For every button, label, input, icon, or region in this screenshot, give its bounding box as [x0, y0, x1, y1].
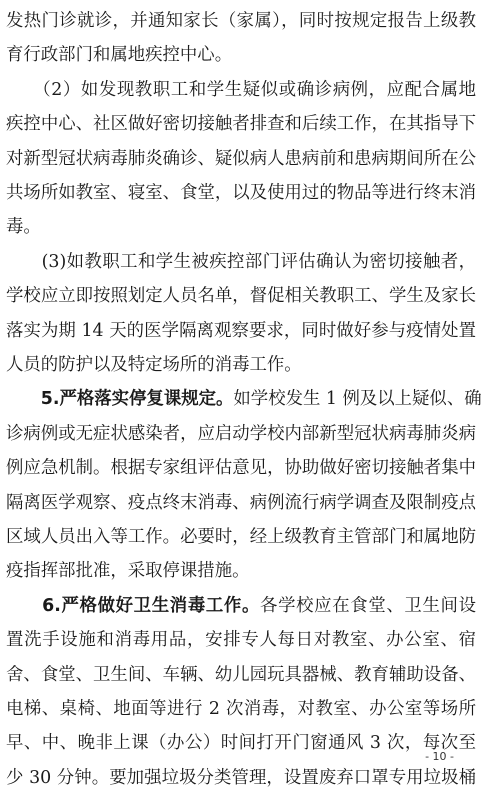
line-text: 对新型冠状病毒肺炎确诊、疑似病人患病前和患病期间所在公 — [6, 148, 476, 169]
text-line — [6, 278, 476, 314]
text-line — [6, 657, 476, 693]
line-text: 舍、食堂、卫生间、车辆、幼儿园玩具器械、教育辅助设备、 — [6, 664, 476, 685]
text-line — [6, 381, 482, 417]
line-text: 置洗手设施和消毒用品，安排专人每日对教室、办公室、宿 — [6, 630, 476, 651]
text-line — [6, 485, 476, 521]
line-text: 毒。 — [6, 217, 41, 238]
text-line — [6, 347, 476, 383]
text-line — [6, 313, 476, 349]
text-line — [6, 209, 476, 245]
line-text: 隔离医学观察、疫点终末消毒、病例流行病学调查及限制疫点 — [6, 492, 476, 513]
line-text: 例应急机制。根据专家组评估意见，协助做好密切接触者集中 — [6, 458, 476, 479]
text-line — [6, 691, 476, 727]
line-text: 发热门诊就诊，并通知家长（家属），同时按规定报告上级教 — [6, 11, 476, 31]
line-text: 人员的防护以及特定场所的消毒工作。 — [6, 355, 302, 375]
line-text: 疾控中心、社区做好密切接触者排查和后续工作，在其指导下 — [6, 114, 476, 135]
line-text: 共场所如教室、寝室、食堂，以及使用过的物品等进行终末消 — [6, 183, 476, 203]
text-line — [6, 588, 476, 624]
line-text: 育行政部门和属地疾控中心。 — [6, 45, 233, 66]
text-line — [6, 141, 476, 177]
text-line — [6, 175, 476, 211]
text-line — [6, 450, 476, 486]
line-text: 学校应立即按照划定人员名单，督促相关教职工、学生及家长 — [6, 286, 476, 307]
text-line — [6, 553, 476, 589]
text-line — [6, 3, 476, 39]
text-line — [6, 622, 476, 658]
line-text: 诊病例或无症状感染者，应启动学校内部新型冠状病毒肺炎病 — [6, 423, 476, 444]
line-text: （2）如发现教职工和学生疑似或确诊病例，应配合属地 — [6, 79, 476, 100]
page-number: - 10 - — [425, 750, 454, 763]
text-line — [6, 244, 476, 280]
line-text: 电梯、桌椅、地面等进行 2 次消毒，对教室、办公室等场所 — [6, 699, 476, 719]
line-text: 少 30 分钟。要加强垃圾分类管理，设置废弃口罩专用垃圾桶 — [6, 767, 476, 788]
line-text: 落实为期 14 天的医学隔离观察要求，同时做好参与疫情处置 — [6, 320, 476, 341]
text-line — [6, 37, 476, 73]
section-heading: 5.严格落实停复课规定。 — [6, 389, 234, 410]
line-text: (3)如教职工和学生被疾控部门评估确认为密切接触者， — [6, 251, 476, 272]
text-line — [6, 72, 476, 108]
line-text: 如学校发生 1 例及以上疑似、确 — [233, 389, 482, 410]
line-text: 早、中、晚非上课（办公）时间打开门窗通风 3 次，每次至 — [6, 733, 476, 754]
section-heading: 6.严格做好卫生消毒工作。 — [6, 595, 261, 616]
text-line — [6, 760, 476, 796]
text-line — [6, 416, 476, 452]
line-text: 区域人员出入等工作。必要时，经上级教育主管部门和属地防 — [6, 527, 476, 547]
text-line — [6, 519, 476, 555]
text-line — [6, 106, 476, 142]
line-text: 疫指挥部批准，采取停课措施。 — [6, 561, 250, 582]
line-text: 各学校应在食堂、卫生间设 — [260, 595, 476, 616]
text-line — [6, 725, 476, 761]
